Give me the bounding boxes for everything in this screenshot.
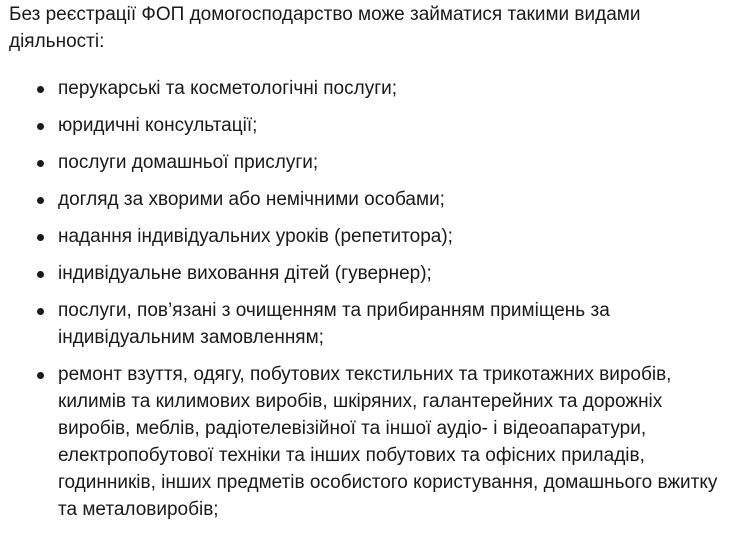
bullet-icon bbox=[37, 86, 44, 93]
bullet-icon bbox=[37, 123, 44, 130]
list-item bbox=[9, 75, 737, 102]
list-item-text: індивідуальне виховання дітей (гувернер); bbox=[58, 263, 432, 284]
bullet-icon bbox=[37, 271, 44, 278]
activity-list bbox=[9, 75, 737, 523]
list-item bbox=[9, 297, 737, 351]
list-item-text: послуги домашньої прислуги; bbox=[58, 152, 319, 173]
list-item bbox=[9, 149, 737, 176]
list-item bbox=[9, 260, 737, 287]
list-item-text: догляд за хворими або немічними особами; bbox=[58, 189, 445, 210]
list-item-text: перукарські та косметологічні послуги; bbox=[58, 78, 398, 99]
bullet-icon bbox=[37, 197, 44, 204]
list-item-text: надання індивідуальних уроків (репетитора); bbox=[58, 226, 453, 247]
list-item bbox=[9, 186, 737, 213]
list-item-text: послуги, пов’язані з очищенням та прибиранням приміщень за індивідуальним замовленням; bbox=[58, 300, 610, 348]
bullet-icon bbox=[37, 160, 44, 167]
list-item-text: юридичні консультації; bbox=[58, 115, 258, 136]
intro-paragraph: Без реєстрації ФОП домогосподарство може займатися такими видами діяльності: bbox=[9, 4, 641, 52]
article-content bbox=[9, 1, 737, 533]
list-item bbox=[9, 112, 737, 139]
list-item-text: ремонт взуття, одягу, побутових текстильних та трикотажних виробів, килимів та килимових виробів, шкіряних, галантерейних та дорожніх виробів, меблів, радіотелевізійної та іншої аудіо- і відеоапаратури, електропобутової техніки та інших побутових та офісних приладів, годинників, інших предметів особистого користування, домашнього вжитку та металовиробів; bbox=[58, 364, 718, 520]
list-item bbox=[9, 223, 737, 250]
bullet-icon bbox=[37, 308, 44, 315]
list-item bbox=[9, 361, 737, 523]
bullet-icon bbox=[37, 372, 44, 379]
bullet-icon bbox=[37, 234, 44, 241]
